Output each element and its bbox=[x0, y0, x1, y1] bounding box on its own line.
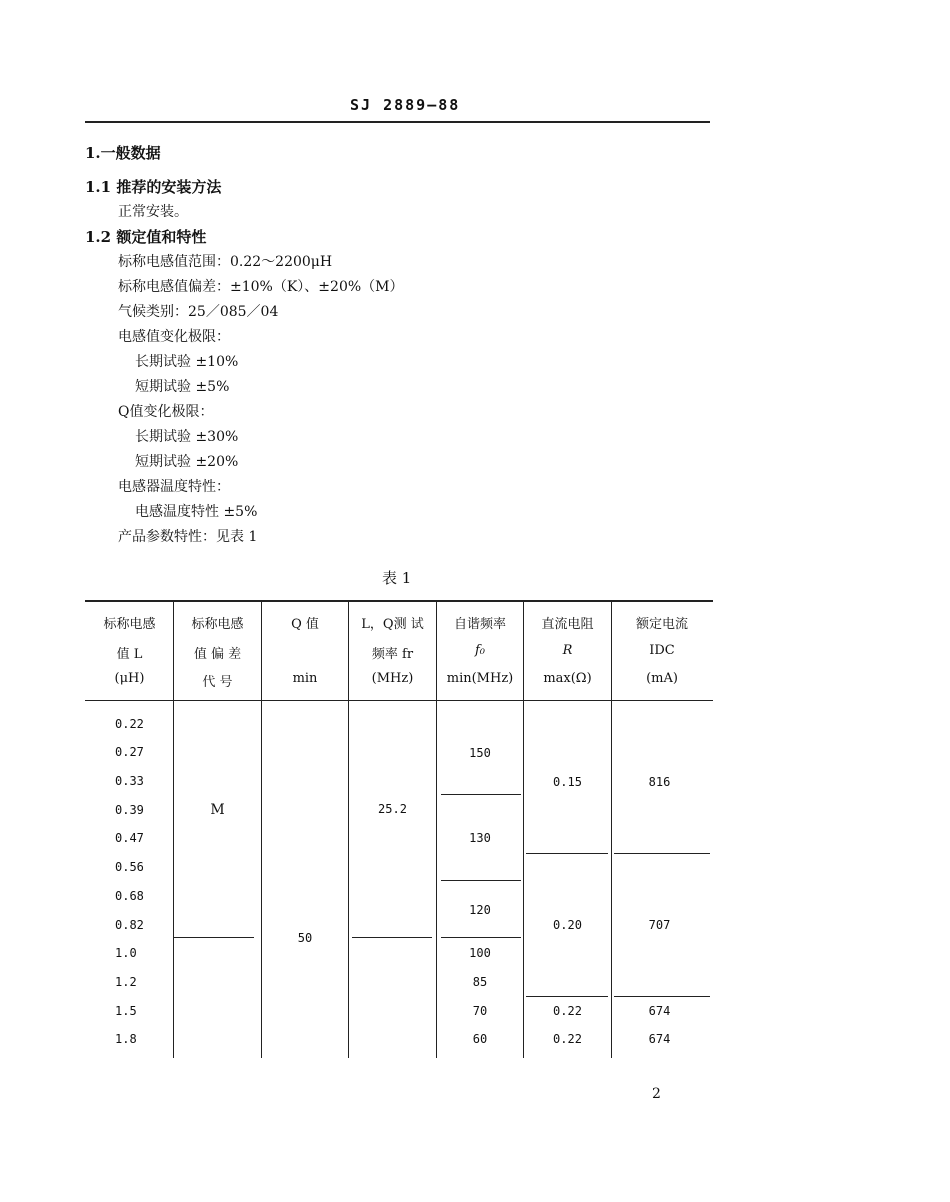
inductance-value: 0.82 bbox=[115, 918, 144, 932]
col-divider bbox=[348, 601, 349, 1058]
srf-value: 130 bbox=[469, 831, 491, 845]
header-srf-3: min(MHz) bbox=[446, 671, 514, 686]
header-tolerance-1: 标称电感 bbox=[191, 617, 244, 632]
spec-inductance-tolerance: 标称电感值偏差：±10%（K）、±20%（M） bbox=[118, 279, 404, 295]
table-caption: 表 1 bbox=[382, 569, 412, 587]
header-current-3: (mA) bbox=[646, 671, 678, 686]
current-value: 816 bbox=[648, 775, 671, 789]
inductance-value: 1.8 bbox=[115, 1032, 137, 1046]
page-number: 2 bbox=[652, 1086, 661, 1102]
dcr-divider bbox=[526, 853, 608, 854]
srf-divider bbox=[441, 794, 521, 795]
dcr-value: 0.22 bbox=[553, 1032, 582, 1046]
col-divider bbox=[611, 601, 612, 1058]
spec-long-term-test: 长期试验 ±10% bbox=[135, 354, 239, 370]
spec-q-short-term-test: 短期试验 ±20% bbox=[135, 454, 239, 470]
inductance-value: 0.56 bbox=[115, 860, 144, 874]
header-dcr-1: 直流电阻 bbox=[541, 617, 594, 632]
spec-climate-category: 气候类别：25／085／04 bbox=[118, 304, 279, 320]
header-inductance-1: 标称电感 bbox=[103, 617, 156, 632]
inductance-value: 1.5 bbox=[115, 1004, 137, 1018]
current-divider bbox=[614, 853, 710, 854]
header-current-2: IDC bbox=[649, 643, 675, 658]
srf-divider bbox=[441, 880, 521, 881]
current-value: 707 bbox=[648, 918, 671, 932]
inductance-value: 0.68 bbox=[115, 889, 144, 903]
header-current-1: 额定电流 bbox=[635, 617, 688, 632]
inductance-value: 1.2 bbox=[115, 975, 137, 989]
table-header-rule bbox=[85, 700, 713, 701]
spec-short-term-test: 短期试验 ±5% bbox=[135, 379, 230, 395]
tolerance-divider bbox=[174, 937, 254, 938]
col-divider bbox=[261, 601, 262, 1058]
q-min-value: 50 bbox=[297, 931, 313, 945]
section-1-1-text: 正常安装。 bbox=[118, 204, 188, 220]
header-inductance-2: 值 L bbox=[116, 647, 143, 662]
header-dcr-2: R bbox=[562, 643, 573, 658]
spec-q-long-term-test: 长期试验 ±30% bbox=[135, 429, 239, 445]
srf-value: 120 bbox=[469, 903, 491, 917]
test-frequency-value: 25.2 bbox=[378, 802, 407, 816]
col-divider bbox=[173, 601, 174, 1058]
current-divider bbox=[614, 996, 710, 997]
spec-temp-characteristic: 电感器温度特性： bbox=[118, 479, 230, 495]
header-test-freq-3: (MHz) bbox=[371, 671, 414, 686]
header-q-1: Q 值 bbox=[291, 617, 319, 632]
srf-value: 150 bbox=[469, 746, 491, 760]
test-freq-divider bbox=[352, 937, 432, 938]
header-rule bbox=[85, 121, 710, 123]
inductance-value: 0.22 bbox=[115, 717, 144, 731]
dcr-value: 0.22 bbox=[553, 1004, 582, 1018]
current-value: 674 bbox=[648, 1032, 671, 1046]
spec-inductance-change-limit: 电感值变化极限： bbox=[118, 329, 230, 345]
spec-product-parameters: 产品参数特性：见表 1 bbox=[118, 529, 258, 545]
inductance-value: 0.33 bbox=[115, 774, 144, 788]
srf-divider bbox=[441, 937, 521, 938]
header-srf-2: f₀ bbox=[474, 643, 486, 658]
header-test-freq-1: L，Q测 试 bbox=[361, 617, 424, 632]
spec-inductance-temp: 电感温度特性 ±5% bbox=[135, 504, 258, 520]
dcr-value: 0.15 bbox=[553, 775, 582, 789]
col-divider bbox=[523, 601, 524, 1058]
srf-value: 85 bbox=[472, 975, 488, 989]
spec-q-change-limit: Q值变化极限： bbox=[118, 404, 214, 420]
col-divider bbox=[436, 601, 437, 1058]
inductance-value: 0.27 bbox=[115, 745, 144, 759]
inductance-value: 1.0 bbox=[115, 946, 137, 960]
srf-value: 60 bbox=[472, 1032, 488, 1046]
inductance-value: 0.47 bbox=[115, 831, 144, 845]
spec-inductance-range: 标称电感值范围：0.22～2200μH bbox=[118, 254, 333, 270]
header-test-freq-2: 频率 fr bbox=[371, 647, 414, 662]
current-value: 674 bbox=[648, 1004, 671, 1018]
srf-value: 70 bbox=[472, 1004, 488, 1018]
table-top-rule bbox=[85, 600, 713, 602]
dcr-value: 0.20 bbox=[553, 918, 582, 932]
tolerance-code: M bbox=[210, 802, 225, 818]
header-q-3: min bbox=[292, 671, 318, 686]
section-1-1-title: 1.1 推荐的安装方法 bbox=[85, 178, 222, 196]
section-1-2-title: 1.2 额定值和特性 bbox=[85, 228, 207, 246]
header-srf-1: 自谐频率 bbox=[453, 617, 506, 632]
header-tolerance-2: 值 偏 差 bbox=[193, 647, 242, 662]
header-tolerance-3: 代 号 bbox=[202, 675, 233, 690]
header-inductance-3: (μH) bbox=[114, 671, 145, 686]
section-1-title: 1.一般数据 bbox=[85, 144, 161, 162]
header-dcr-3: max(Ω) bbox=[543, 671, 592, 686]
document-code: SJ 2889—88 bbox=[350, 96, 461, 114]
dcr-divider bbox=[526, 996, 608, 997]
inductance-value: 0.39 bbox=[115, 803, 144, 817]
srf-value: 100 bbox=[469, 946, 491, 960]
